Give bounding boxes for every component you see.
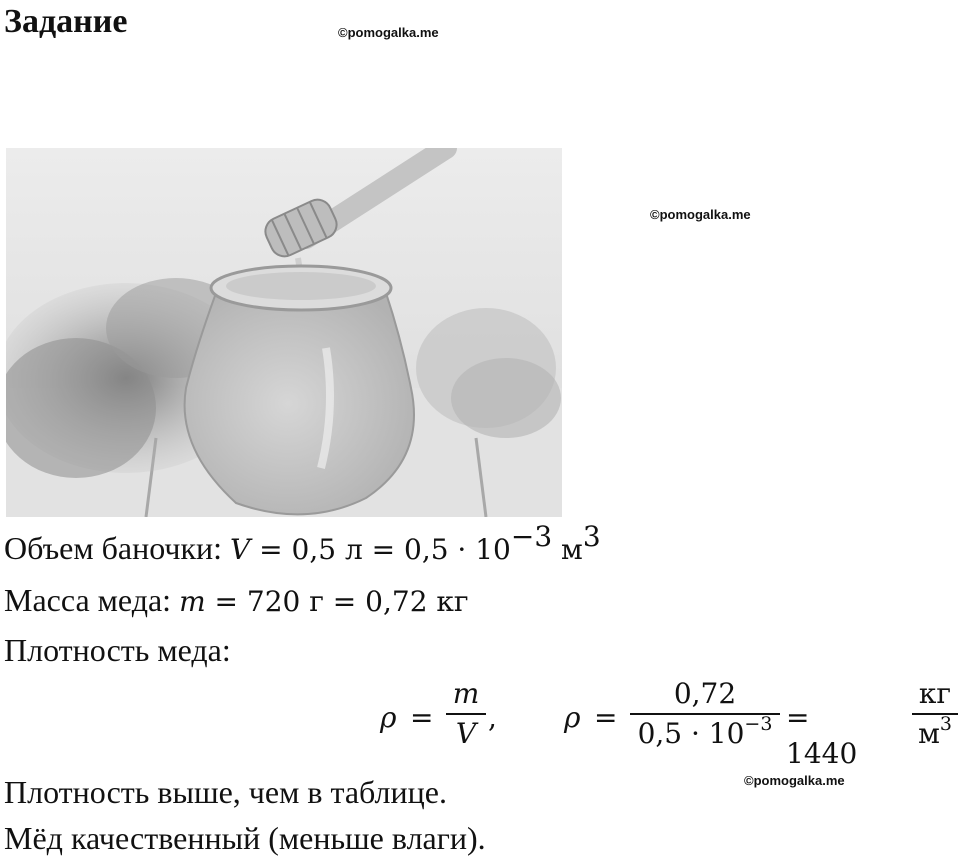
honey-jar-photo: [6, 148, 562, 517]
fraction-numerator: m: [452, 677, 480, 710]
conclusion-line-1: Плотность выше, чем в таблице.: [4, 774, 447, 810]
fraction-numerator: 0,72: [673, 677, 737, 710]
comma: ,: [488, 701, 497, 734]
mass-value: = 720 г = 0,72 кг: [205, 585, 469, 618]
fraction-denominator: $0,5 \cdot 10^{-3}$: [637, 713, 773, 750]
watermark: ©pomogalka.me: [744, 773, 845, 788]
fraction-m-over-v: [446, 676, 486, 752]
watermark: ©pomogalka.me: [650, 207, 751, 222]
volume-symbol: V: [230, 533, 251, 566]
volume-exponent: −3: [510, 520, 553, 553]
result-value: = 1440: [786, 701, 858, 770]
fraction-bar: [446, 713, 486, 715]
rho-symbol: ρ: [564, 701, 581, 734]
unit-denominator: $м^3$: [918, 713, 952, 750]
volume-value: = 0,5 л = 0,5 · 10: [250, 533, 511, 566]
fraction-denominator: V: [455, 717, 477, 750]
volume-unit: м: [552, 533, 583, 566]
volume-unit-exponent: 3: [582, 520, 601, 553]
conclusion-line-2: Мёд качественный (меньше влаги).: [4, 820, 486, 856]
mass-label: Масса меда:: [4, 582, 180, 618]
equals-sign: =: [594, 701, 618, 734]
watermark: ©pomogalka.me: [338, 25, 439, 40]
density-heading: Плотность меда:: [4, 632, 231, 668]
volume-label: Объем баночки:: [4, 530, 231, 566]
volume-line: [4, 520, 601, 570]
fraction-numeric: [630, 676, 780, 752]
mass-symbol: m: [179, 585, 206, 618]
unit-fraction: [912, 676, 958, 752]
page-title: Задание: [4, 3, 128, 40]
rho-symbol: ρ: [380, 701, 397, 734]
unit-numerator: кг: [918, 677, 952, 710]
equals-sign: =: [410, 701, 434, 734]
mass-line: [4, 580, 469, 622]
